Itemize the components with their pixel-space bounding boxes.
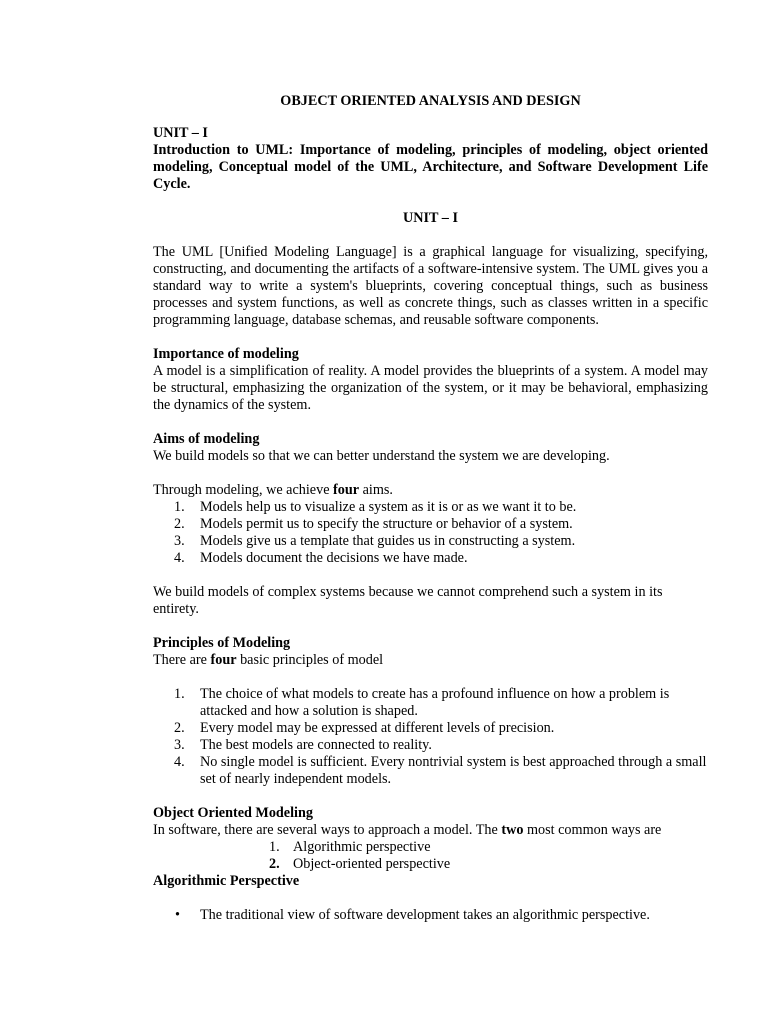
aims-lead-tail: aims. bbox=[359, 482, 393, 498]
principles-lead-bold: four bbox=[210, 652, 237, 668]
list-text: The best models are connected to reality. bbox=[200, 737, 432, 753]
list-text: Models help us to visualize a system as it is or as we want it to be. bbox=[200, 499, 577, 515]
aims-paragraph: We build models so that we can better understand the system we are developing. bbox=[153, 448, 610, 464]
algorithmic-heading: Algorithmic Perspective bbox=[153, 873, 300, 889]
list-item bbox=[153, 754, 708, 788]
list-item bbox=[153, 516, 708, 533]
list-text: Models give us a template that guides us in constructing a system. bbox=[200, 533, 576, 549]
oo-lead-bold: two bbox=[501, 822, 524, 838]
principles-list bbox=[153, 686, 708, 788]
list-number: 3. bbox=[174, 533, 185, 549]
list-item bbox=[153, 720, 708, 737]
list-item bbox=[153, 550, 708, 567]
list-text: Algorithmic perspective bbox=[293, 839, 431, 855]
list-number: 2. bbox=[174, 720, 185, 736]
aims-lead-bold: four bbox=[333, 482, 360, 498]
aims-heading: Aims of modeling bbox=[153, 431, 260, 447]
list-number: 3. bbox=[174, 737, 185, 753]
syllabus-text: Introduction to UML: Importance of modeling, principles of modeling, object oriented modeling, Conceptual model of the UML, Architecture, and Software Development Life Cycle. bbox=[153, 142, 708, 192]
list-text: The choice of what models to create has a profound influence on how a problem is attacked and how a solution is shaped. bbox=[200, 686, 670, 719]
list-text: Every model may be expressed at different levels of precision. bbox=[200, 720, 555, 736]
principles-lead-text: There are bbox=[153, 652, 211, 668]
list-number: 2. bbox=[269, 856, 280, 872]
principles-heading: Principles of Modeling bbox=[153, 635, 291, 651]
list-item bbox=[153, 686, 708, 720]
list-item bbox=[153, 737, 708, 754]
list-number: 4. bbox=[174, 754, 185, 770]
perspectives-list bbox=[153, 839, 708, 873]
aims-closing: We build models of complex systems because we cannot comprehend such a system in its entirety. bbox=[153, 584, 663, 617]
aims-list bbox=[153, 499, 708, 567]
list-number: 1. bbox=[269, 839, 280, 855]
document-page bbox=[153, 93, 708, 924]
oo-lead-tail: most common ways are bbox=[523, 822, 662, 838]
list-text: The traditional view of software development takes an algorithmic perspective. bbox=[200, 907, 650, 923]
list-item bbox=[153, 907, 708, 924]
list-number: 4. bbox=[174, 550, 185, 566]
importance-paragraph: A model is a simplification of reality. A model provides the blueprints of a system. A model may be structural, emphasizing the organization of the system, or it may be behavioral, emphasizing the dynamics of the system. bbox=[153, 363, 708, 413]
oo-modeling-heading: Object Oriented Modeling bbox=[153, 805, 313, 821]
unit-label: UNIT – I bbox=[153, 125, 208, 141]
list-text: Models permit us to specify the structure or behavior of a system. bbox=[200, 516, 573, 532]
principles-lead bbox=[153, 652, 708, 669]
list-item bbox=[153, 856, 708, 873]
list-number: 1. bbox=[174, 686, 185, 702]
bullet-icon: • bbox=[175, 907, 180, 923]
algorithmic-list bbox=[153, 907, 708, 924]
list-number: 1. bbox=[174, 499, 185, 515]
aims-lead bbox=[153, 482, 708, 499]
unit-center-heading: UNIT – I bbox=[403, 210, 458, 226]
importance-heading: Importance of modeling bbox=[153, 346, 299, 362]
list-number: 2. bbox=[174, 516, 185, 532]
list-text: Models document the decisions we have made. bbox=[200, 550, 468, 566]
list-item bbox=[153, 533, 708, 550]
oo-lead-text: In software, there are several ways to approach a model. The bbox=[153, 822, 502, 838]
document-title: OBJECT ORIENTED ANALYSIS AND DESIGN bbox=[280, 93, 581, 109]
intro-paragraph: The UML [Unified Modeling Language] is a graphical language for visualizing, specifying, constructing, and documenting the artifacts of a software-intensive system. The UML gives you a standard way to write a system's blueprints, covering conceptual things, such as business processes and system functions, as well as concrete things, such as classes written in a specific programming language, database schemas, and reusable software components. bbox=[153, 244, 708, 328]
oo-modeling-lead bbox=[153, 822, 708, 839]
list-item bbox=[153, 499, 708, 516]
list-text: No single model is sufficient. Every nontrivial system is best approached through a small set of nearly independent models. bbox=[200, 754, 707, 787]
list-text: Object-oriented perspective bbox=[293, 856, 451, 872]
principles-lead-tail: basic principles of model bbox=[236, 652, 384, 668]
aims-lead-text: Through modeling, we achieve bbox=[153, 482, 334, 498]
list-item bbox=[153, 839, 708, 856]
